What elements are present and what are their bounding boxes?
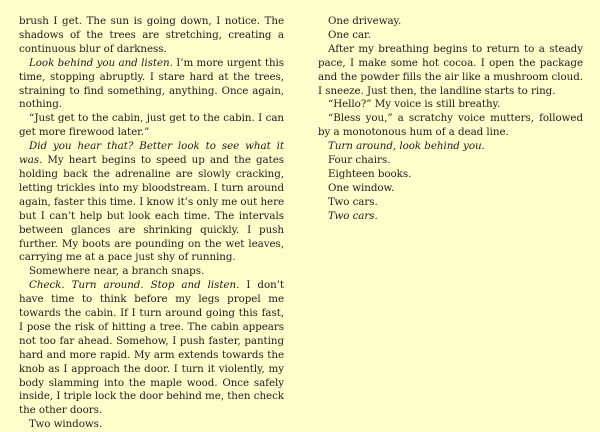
paragraph-text: One window. (328, 181, 395, 194)
dialogue-text: “Bless you,” a scratchy voice mutters, followed by a monotonous hum of a dead line. (318, 112, 583, 139)
right-column (318, 15, 583, 224)
paragraph (19, 279, 284, 418)
paragraph-text: One car. (328, 28, 372, 41)
italic-thought: Turn around, look behind you. (328, 140, 485, 153)
paragraph (318, 98, 583, 112)
paragraph (318, 154, 583, 168)
paragraph (318, 196, 583, 210)
italic-thought: Two cars. (328, 209, 378, 222)
italic-thought: Did you hear that? Better look to see what it was. (19, 140, 284, 167)
paragraph (19, 418, 284, 432)
dialogue-text: “Hello?” My voice is still breathy. (328, 98, 501, 111)
paragraph (19, 265, 284, 279)
paragraph (318, 210, 583, 224)
dialogue-text: “Just get to the cabin, just get to the cabin. I can get more firewood later.” (19, 112, 284, 139)
paragraph (318, 182, 583, 196)
paragraph (19, 15, 284, 57)
left-column (19, 15, 284, 432)
paragraph-text: One driveway. (328, 15, 402, 27)
paragraph (318, 140, 583, 154)
paragraph-text: Two cars. (328, 195, 378, 208)
paragraph-text: Two windows. (29, 418, 103, 431)
paragraph-text: Eighteen books. (328, 167, 412, 180)
paragraph-text: I’m more urgent this time, stopping abruptly. I stare hard at the trees, straining to find something, anything. Once again, nothing. (19, 56, 284, 111)
paragraph-text: My heart begins to speed up and the gates holding back the adrenaline are slowly cracking, letting trickles into my bloodstream. I turn around again, faster this time. I know it’s only me out here but I can’t help but look each time. The intervals between glances are shrinking quickly. I push further. My boots are pounding on the wet leaves, carrying me at a pace just shy of running. (19, 154, 284, 264)
paragraph-text: Four chairs. (328, 154, 391, 167)
paragraph-text: I don’t have time to think before my legs propel me towards the cabin. If I turn around going this fast, I pose the risk of hitting a tree. The cabin appears not too far ahead. Somehow, I push faster, panting hard and more rapid. My arm extends towards the knob as I approach the door. I turn it violently, my body slamming into the maple wood. Once safely inside, I triple lock the door behind me, then check the other doors. (19, 279, 284, 417)
paragraph (19, 140, 284, 265)
paragraph (318, 29, 583, 43)
paragraph (318, 15, 583, 29)
italic-thought: Check. Turn around. Stop and listen. (29, 279, 240, 292)
paragraph (318, 43, 583, 99)
paragraph (318, 168, 583, 182)
paragraph-text: After my breathing begins to return to a steady pace, I make some hot cocoa. I open the package and the powder fills the air like a mushroom cloud. I sneeze. Just then, the landline starts to ring. (318, 42, 583, 97)
italic-thought: Look behind you and listen. (29, 56, 173, 69)
paragraph-text: brush I get. The sun is going down, I notice. The shadows of the trees are stretching, creating a continuous blur of darkness. (19, 15, 284, 55)
paragraph-text: Somewhere near, a branch snaps. (29, 265, 205, 278)
paragraph (318, 112, 583, 140)
paragraph (19, 112, 284, 140)
paragraph (19, 57, 284, 113)
